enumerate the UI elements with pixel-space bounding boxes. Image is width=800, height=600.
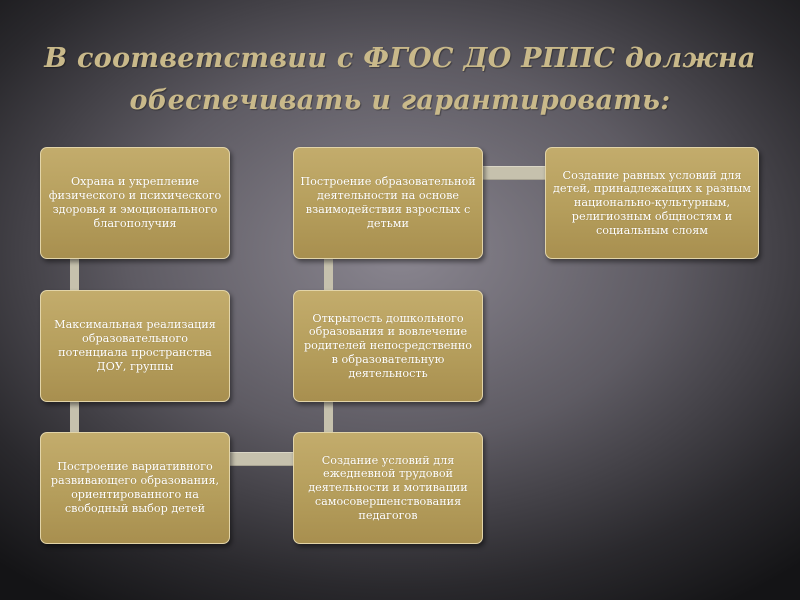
box-health-text: Охрана и укрепление физического и психического здоровья и эмоционального благополучия [48,175,222,230]
box-potential-text: Максимальная реализация образовательного потенциала пространства ДОУ, группы [54,318,216,373]
box-variative [40,432,230,544]
box-interaction [293,147,483,259]
slide-title-line-2: обеспечивать и гарантировать: [129,85,671,116]
box-equal-conditions [545,147,759,259]
box-health [40,147,230,259]
box-equal-conditions-text: Создание равных условий для детей, принадлежащих к разным национально-культурным, религиозным общностям и социальным слоям [553,168,751,237]
box-openness [293,290,483,402]
box-conditions [293,432,483,544]
box-interaction-text: Построение образовательной деятельности на основе взаимодействия взрослых с детьми [300,175,476,230]
slide-title [20,38,780,122]
box-potential [40,290,230,402]
box-openness-text: Открытость дошкольного образования и вовлечение родителей непосредственно в образовательную деятельность [303,311,473,380]
connector-bottom-horizontal [228,452,298,466]
box-conditions-text: Создание условий для ежедневной трудовой деятельности и мотивации самосовершенствования педагогов [308,453,468,522]
connector-top-horizontal [480,166,548,180]
slide-title-line-1: В соответствии с ФГОС ДО РППС должна [44,43,756,74]
box-variative-text: Построение вариативного развивающего образования, ориентированного на свободный выбор детей [50,460,220,515]
